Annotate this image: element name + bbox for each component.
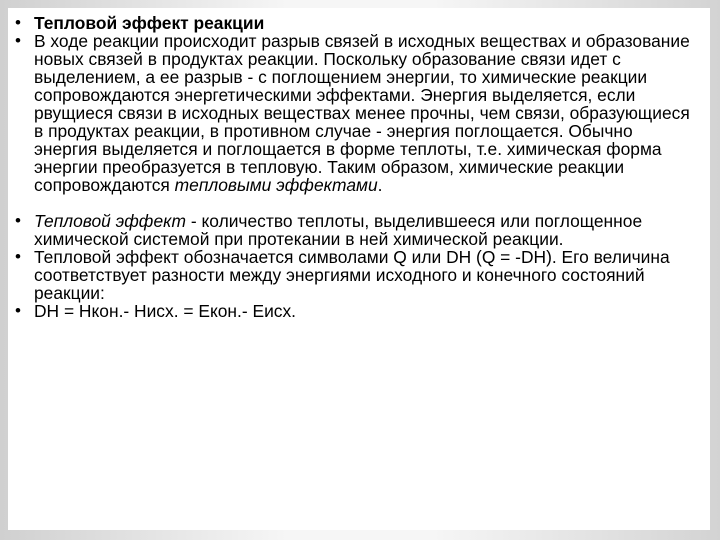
bullet-icon: • (15, 301, 21, 320)
bullet-item-title (8, 14, 698, 32)
paragraph-text: В ходе реакции происходит разрыв связей в исходных веществах и образование новых связей в продуктах реакции. Поскольку образование связи идет с выделением, а ее разрыв - с поглощением энергии, то химические реакции сопровождаются энергетическими эффектами. Энергия выделяется, если рвущиеся связи в исходных веществах менее прочны, чем связи, образующиеся в продуктах реакции, в противном случае - энергия поглощается. Обычно энергия выделяется и поглощается в форме теплоты, т.е. химическая форма энергии преобразуется в тепловую. Таким образом, химические реакции сопровождаются (34, 31, 690, 195)
emphasis-text: тепловыми эффектами (174, 175, 378, 195)
section-title: Тепловой эффект реакции (34, 13, 265, 33)
bullet-icon: • (15, 247, 21, 266)
term-text: Тепловой эффект (34, 211, 187, 231)
bullet-item-definition (8, 212, 698, 248)
bullet-list (8, 14, 710, 320)
bullet-item-formula (8, 302, 698, 320)
bullet-icon: • (15, 211, 21, 230)
bullet-item-reaction-bonds (8, 32, 698, 194)
paragraph-tail: . (377, 175, 383, 195)
definition-text: - количество теплоты, выделившееся или поглощенное химической системой при протекании в ней химической реакции. (34, 211, 643, 249)
formula-text: DH = Hкон.- Hисх. = Eкон.- Eисх. (34, 301, 297, 321)
bullet-icon: • (15, 13, 21, 32)
notation-text: Тепловой эффект обозначается символами Q или DH (Q = -DH). Его величина соответствует разности между энергиями исходного и конечного состояний реакции: (34, 247, 670, 303)
bullet-item-notation (8, 248, 698, 302)
bullet-icon: • (15, 31, 21, 50)
slide-content (8, 8, 710, 530)
